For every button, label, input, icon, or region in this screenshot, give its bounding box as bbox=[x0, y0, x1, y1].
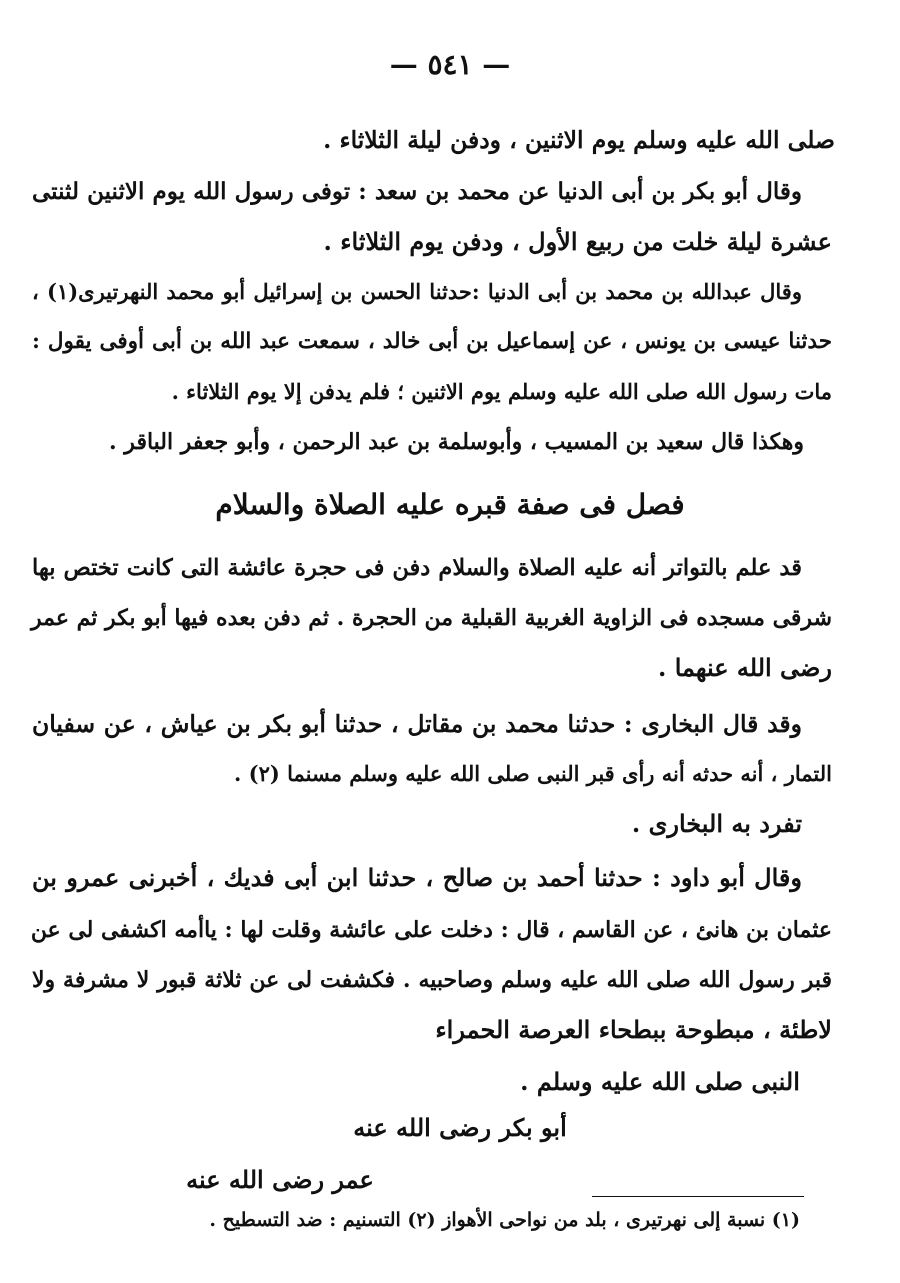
text-line: رضى الله عنهما . bbox=[658, 653, 832, 682]
text-line: وقال أبو داود : حدثنا أحمد بن صالح ، حدثنا ابن أبى فديك ، أخبرنى عمرو بن bbox=[32, 863, 802, 892]
text-line: التمار ، أنه حدثه أنه رأى قبر النبى صلى الله عليه وسلم مسنما (٢) . bbox=[234, 761, 832, 786]
text-line: عثمان بن هانئ ، عن القاسم ، قال : دخلت على عائشة وقلت لها : ياأمه اكشفى لى عن bbox=[30, 917, 832, 943]
text-line: حدثنا عيسى بن يونس ، عن إسماعيل بن أبى خالد ، سمعت عبد الله بن أبى أوفى يقول : bbox=[32, 329, 832, 354]
text-line: وقال عبدالله بن محمد بن أبى الدنيا :حدثنا الحسن بن إسرائيل أبو محمد النهرتيرى(١) ، bbox=[32, 279, 802, 304]
tomb-label-prophet: النبى صلى الله عليه وسلم . bbox=[520, 1067, 800, 1096]
text-line: وقد قال البخارى : حدثنا محمد بن مقاتل ، حدثنا أبو بكر بن عياش ، عن سفيان bbox=[32, 710, 802, 738]
tomb-label-umar: عمر رضى الله عنه bbox=[186, 1165, 374, 1194]
text-line: شرقى مسجده فى الزاوية الغربية القبلية من الحجرة . ثم دفن بعده فيها أبو بكر ثم عمر bbox=[30, 605, 832, 631]
footnote: (١) نسبة إلى نهرتيرى ، بلد من نواحى الأهواز (٢) التسنيم : ضد التسطيح . bbox=[209, 1209, 800, 1231]
text-line: عشرة ليلة خلت من ربيع الأول ، ودفن يوم الثلاثاء . bbox=[323, 227, 832, 256]
text-line: وهكذا قال سعيد بن المسيب ، وأبوسلمة بن عبد الرحمن ، وأبو جعفر الباقر . bbox=[108, 429, 804, 455]
text-line: لاطئة ، مبطوحة ببطحاء العرصة الحمراء bbox=[435, 1015, 832, 1044]
tomb-label-abu-bakr: أبو بكر رضى الله عنه bbox=[353, 1113, 567, 1142]
text-line: صلى الله عليه وسلم يوم الاثنين ، ودفن ليلة الثلاثاء . bbox=[323, 126, 835, 154]
text-line: مات رسول الله صلى الله عليه وسلم يوم الاثنين ؛ فلم يدفن إلا يوم الثلاثاء . bbox=[171, 379, 832, 404]
text-line: تفرد به البخارى . bbox=[631, 809, 802, 838]
text-line: قد علم بالتواتر أنه عليه الصلاة والسلام دفن فى حجرة عائشة التى كانت تختص بها bbox=[32, 555, 802, 581]
section-heading: فصل فى صفة قبره عليه الصلاة والسلام bbox=[215, 488, 685, 521]
page-number: — ٥٤١ — bbox=[389, 48, 511, 81]
text-line: قبر رسول الله صلى الله عليه وسلم وصاحبيه . فكشفت لى عن ثلاثة قبور لا مشرفة ولا bbox=[32, 967, 832, 993]
footnote-rule bbox=[592, 1196, 804, 1197]
text-line: وقال أبو بكر بن أبى الدنيا عن محمد بن سعد : توفى رسول الله يوم الاثنين لثنتى bbox=[32, 178, 802, 205]
